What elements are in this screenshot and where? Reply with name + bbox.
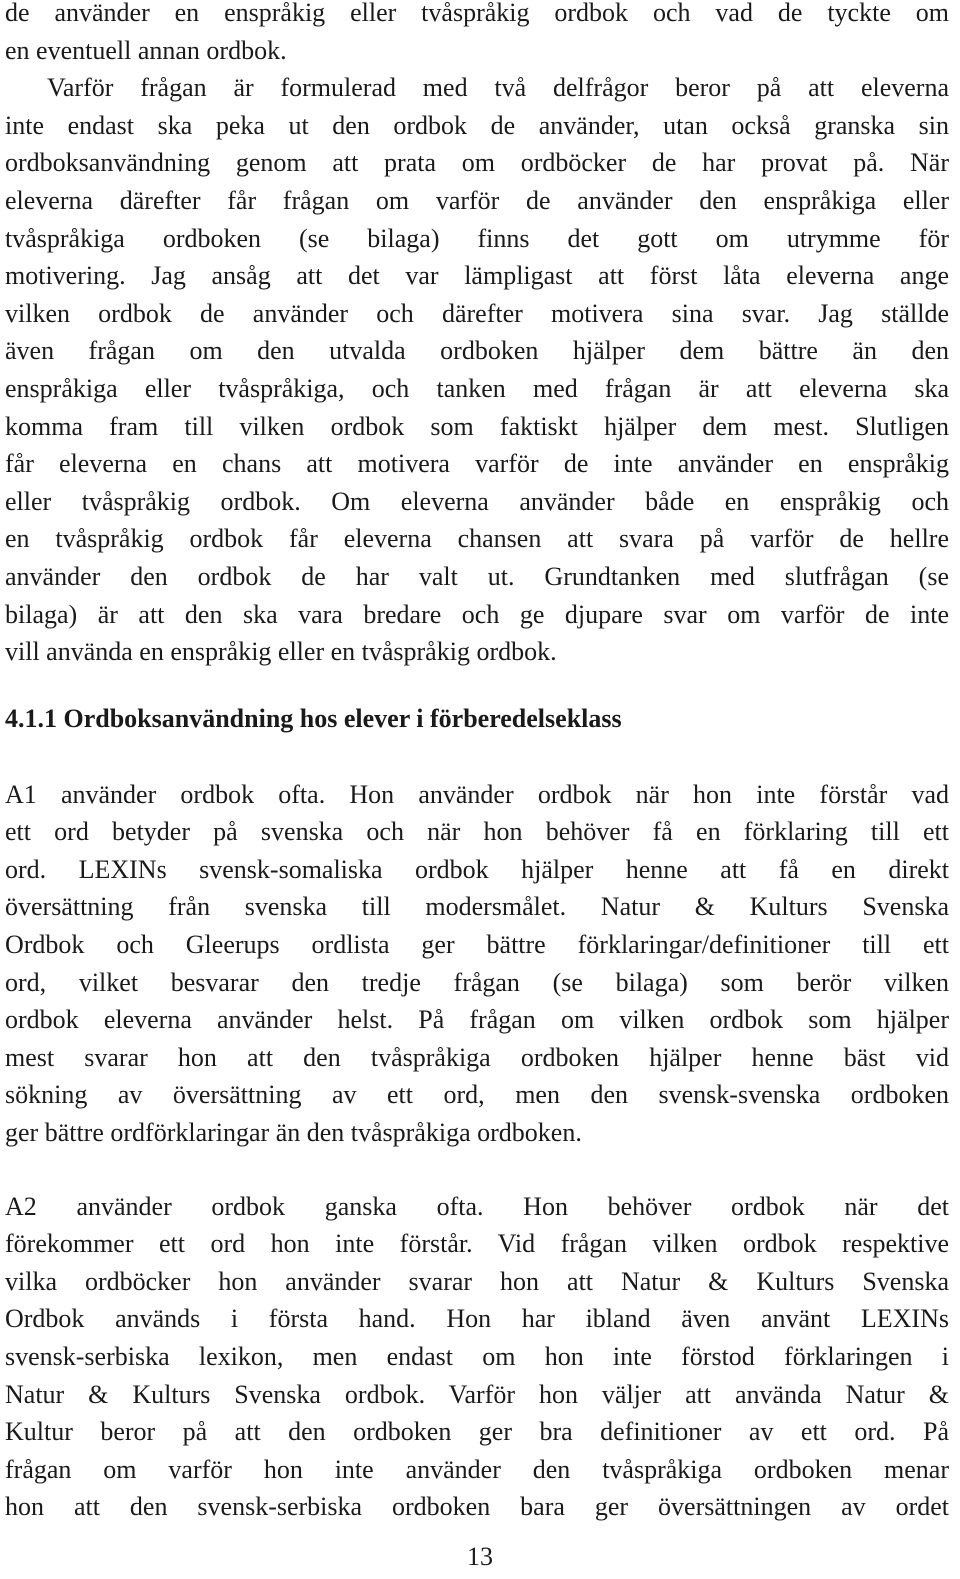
text-line: eleverna därefter får frågan om varför de använder den enspråkiga eller xyxy=(5,185,949,215)
text-line: A2 använder ordbok ganska ofta. Hon behöver ordbok när det xyxy=(5,1191,949,1221)
method-paragraph xyxy=(5,69,949,671)
text-line: Kultur beror på att den ordboken ger bra definitioner av ett ord. På xyxy=(5,1417,949,1447)
text-line: bilaga) är att den ska vara bredare och ge djupare svar om varför de inte xyxy=(5,599,949,629)
text-line: ordbok eleverna använder helst. På frågan om vilken ordbok som hjälper xyxy=(5,1005,949,1035)
text-line: förekommer ett ord hon inte förstår. Vid frågan vilken ordbok respektive xyxy=(5,1229,949,1259)
text-line: vilken ordbok de använder och därefter motivera sina svar. Jag ställde xyxy=(5,298,949,328)
intro-paragraph xyxy=(5,0,949,69)
text-line: får eleverna en chans att motivera varför de inte använder en enspråkig xyxy=(5,449,949,479)
text-line: även frågan om den utvalda ordboken hjälper dem bättre än den xyxy=(5,336,949,366)
text-line: hon att den svensk-serbiska ordboken bara ger översättningen av ordet xyxy=(5,1492,949,1522)
text-line: frågan om varför hon inte använder den tvåspråkiga ordboken menar xyxy=(5,1454,949,1484)
page-number: 13 xyxy=(467,1542,493,1571)
student-a1-paragraph xyxy=(5,776,949,1152)
text-line: en tvåspråkig ordbok får eleverna chansen att svara på varför de hellre xyxy=(5,524,949,554)
text-line: en eventuell annan ordbok. xyxy=(5,35,287,65)
text-line: A1 använder ordbok ofta. Hon använder ordbok när hon inte förstår vad xyxy=(5,779,949,809)
text-line: mest svarar hon att den tvåspråkiga ordboken hjälper henne bäst vid xyxy=(5,1042,949,1072)
document-page xyxy=(5,0,949,1526)
text-line: vill använda en enspråkig eller en tvåspråkig ordbok. xyxy=(5,637,557,667)
text-line: svensk-serbiska lexikon, men endast om hon inte förstod förklaringen i xyxy=(5,1342,949,1371)
text-line: enspråkiga eller tvåspråkiga, och tanken med frågan är att eleverna ska xyxy=(5,373,949,403)
text-line: ord. LEXINs svensk-somaliska ordbok hjälper henne att få en direkt xyxy=(5,854,949,884)
text-line: Ordbok och Gleerups ordlista ger bättre förklaringar/definitioner till ett xyxy=(5,930,949,960)
text-line: översättning från svenska till modersmålet. Natur & Kulturs Svenska xyxy=(5,892,949,922)
text-line: Natur & Kulturs Svenska ordbok. Varför hon väljer att använda Natur & xyxy=(5,1379,949,1409)
text-line: vilka ordböcker hon använder svarar hon att Natur & Kulturs Svenska xyxy=(5,1266,949,1296)
text-line: de använder en enspråkig eller tvåspråkig ordbok och vad de tyckte om xyxy=(5,0,949,27)
text-line: tvåspråkiga ordboken (se bilaga) finns det gott om utrymme för xyxy=(5,223,949,253)
text-line: eller tvåspråkig ordbok. Om eleverna använder både en enspråkig och xyxy=(5,486,949,516)
student-a2-paragraph xyxy=(5,1188,949,1526)
text-line: ger bättre ordförklaringar än den tvåspråkiga ordboken. xyxy=(5,1118,582,1148)
text-line: ord, vilket besvarar den tredje frågan (se bilaga) som berör vilken xyxy=(5,967,949,997)
text-line: ordboksanvändning genom att prata om ordböcker de har provat på. När xyxy=(5,148,949,178)
text-line: Ordbok används i första hand. Hon har ibland även använt LEXINs xyxy=(5,1304,949,1334)
text-line: ett ord betyder på svenska och när hon behöver få en förklaring till ett xyxy=(5,817,949,847)
text-line: komma fram till vilken ordbok som faktiskt hjälper dem mest. Slutligen xyxy=(5,411,949,441)
text-line: inte endast ska peka ut den ordbok de använder, utan också granska sin xyxy=(5,110,949,140)
text-line: använder den ordbok de har valt ut. Grundtanken med slutfrågan (se xyxy=(5,561,949,591)
text-line: motivering. Jag ansåg att det var lämpligast att först låta eleverna ange xyxy=(5,261,949,291)
section-heading: 4.1.1 Ordboksanvändning hos elever i förberedelseklass xyxy=(5,703,622,733)
text-line: Varför frågan är formulerad med två delfrågor beror på att eleverna xyxy=(47,73,949,103)
text-line: sökning av översättning av ett ord, men den svensk-svenska ordboken xyxy=(5,1080,949,1110)
